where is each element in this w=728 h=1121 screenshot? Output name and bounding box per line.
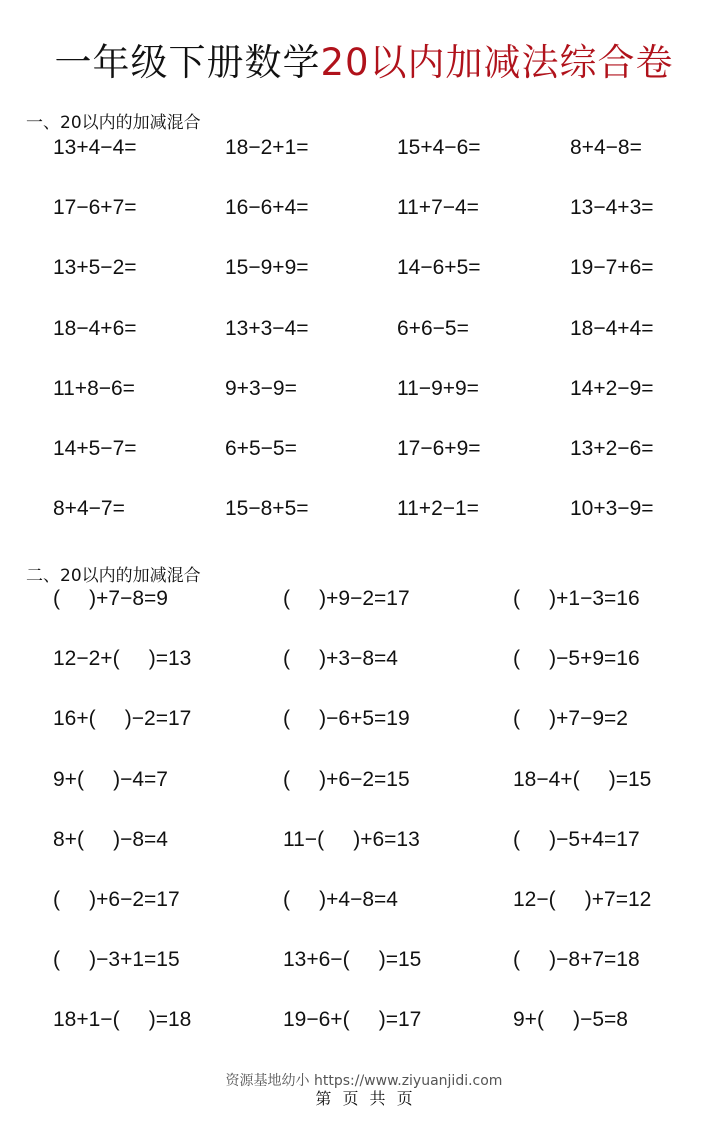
section2-heading: 二、20以内的加减混合 bbox=[26, 566, 201, 586]
problem: 18−2+1= bbox=[225, 136, 309, 159]
page-title bbox=[0, 32, 728, 86]
problem: 11+7−4= bbox=[397, 196, 479, 220]
title-topic: 20以内加减法综合卷 bbox=[320, 41, 674, 84]
problem: 12−2+( )=13 bbox=[53, 647, 192, 671]
problem: 8+( )−8=4 bbox=[53, 827, 168, 851]
section1-problems bbox=[53, 136, 728, 557]
problem: ( )−5+9=16 bbox=[513, 647, 640, 671]
problem: 8+4−7= bbox=[53, 497, 125, 521]
problem: 11−( )+6=13 bbox=[283, 827, 420, 851]
problem: 10+3−9= bbox=[570, 497, 654, 521]
problem: 16+( )−2=17 bbox=[53, 707, 192, 731]
problem: 11+8−6= bbox=[53, 376, 135, 400]
problem: 11+2−1= bbox=[397, 497, 479, 521]
problem: ( )+1−3=16 bbox=[513, 587, 640, 610]
problem: 13+3−4= bbox=[225, 316, 309, 340]
problem: 8+4−8= bbox=[570, 136, 642, 159]
problem: ( )+6−2=15 bbox=[283, 767, 410, 791]
section2-problems bbox=[53, 587, 728, 1069]
problem: 17−6+7= bbox=[53, 196, 137, 220]
problem: 14+5−7= bbox=[53, 436, 137, 460]
problem: 18−4+( )=15 bbox=[513, 767, 652, 791]
title-grade: 一年级下册数学 bbox=[54, 41, 321, 84]
problem: 15−9+9= bbox=[225, 256, 309, 280]
problem: ( )+7−9=2 bbox=[513, 707, 628, 731]
problem: 15+4−6= bbox=[397, 136, 481, 159]
problem: 18+1−( )=18 bbox=[53, 1008, 192, 1032]
page-number: 第 页 共 页 bbox=[315, 1089, 413, 1108]
problem: ( )+6−2=17 bbox=[53, 887, 180, 911]
footer-watermark: 资源基地幼小 https://www.ziyuanjidi.com bbox=[225, 1073, 503, 1089]
problem: 18−4+4= bbox=[570, 316, 654, 340]
problem: 17−6+9= bbox=[397, 436, 481, 460]
problem: 19−6+( )=17 bbox=[283, 1008, 422, 1032]
problem: 9+( )−5=8 bbox=[513, 1008, 628, 1032]
problem: ( )+3−8=4 bbox=[283, 647, 398, 671]
problem: ( )−8+7=18 bbox=[513, 948, 640, 972]
problem: 13+2−6= bbox=[570, 436, 654, 460]
problem: 6+6−5= bbox=[397, 316, 469, 340]
problem: 14−6+5= bbox=[397, 256, 481, 280]
problem: 19−7+6= bbox=[570, 256, 654, 280]
problem: ( )−5+4=17 bbox=[513, 827, 640, 851]
problem: 18−4+6= bbox=[53, 316, 137, 340]
problem: 9+3−9= bbox=[225, 376, 297, 400]
problem: ( )−6+5=19 bbox=[283, 707, 410, 731]
section1-heading: 一、20以内的加减混合 bbox=[26, 113, 201, 133]
problem: 13−4+3= bbox=[570, 196, 654, 220]
problem: 15−8+5= bbox=[225, 497, 309, 521]
problem: ( )+9−2=17 bbox=[283, 587, 410, 610]
problem: 6+5−5= bbox=[225, 436, 297, 460]
problem: ( )−3+1=15 bbox=[53, 948, 180, 972]
problem: 11−9+9= bbox=[397, 376, 479, 400]
problem: 13+4−4= bbox=[53, 136, 137, 159]
problem: ( )+4−8=4 bbox=[283, 887, 398, 911]
problem: 13+5−2= bbox=[53, 256, 137, 280]
problem: ( )+7−8=9 bbox=[53, 587, 168, 610]
problem: 16−6+4= bbox=[225, 196, 309, 220]
problem: 13+6−( )=15 bbox=[283, 948, 422, 972]
problem: 9+( )−4=7 bbox=[53, 767, 168, 791]
problem: 14+2−9= bbox=[570, 376, 654, 400]
problem: 12−( )+7=12 bbox=[513, 887, 652, 911]
